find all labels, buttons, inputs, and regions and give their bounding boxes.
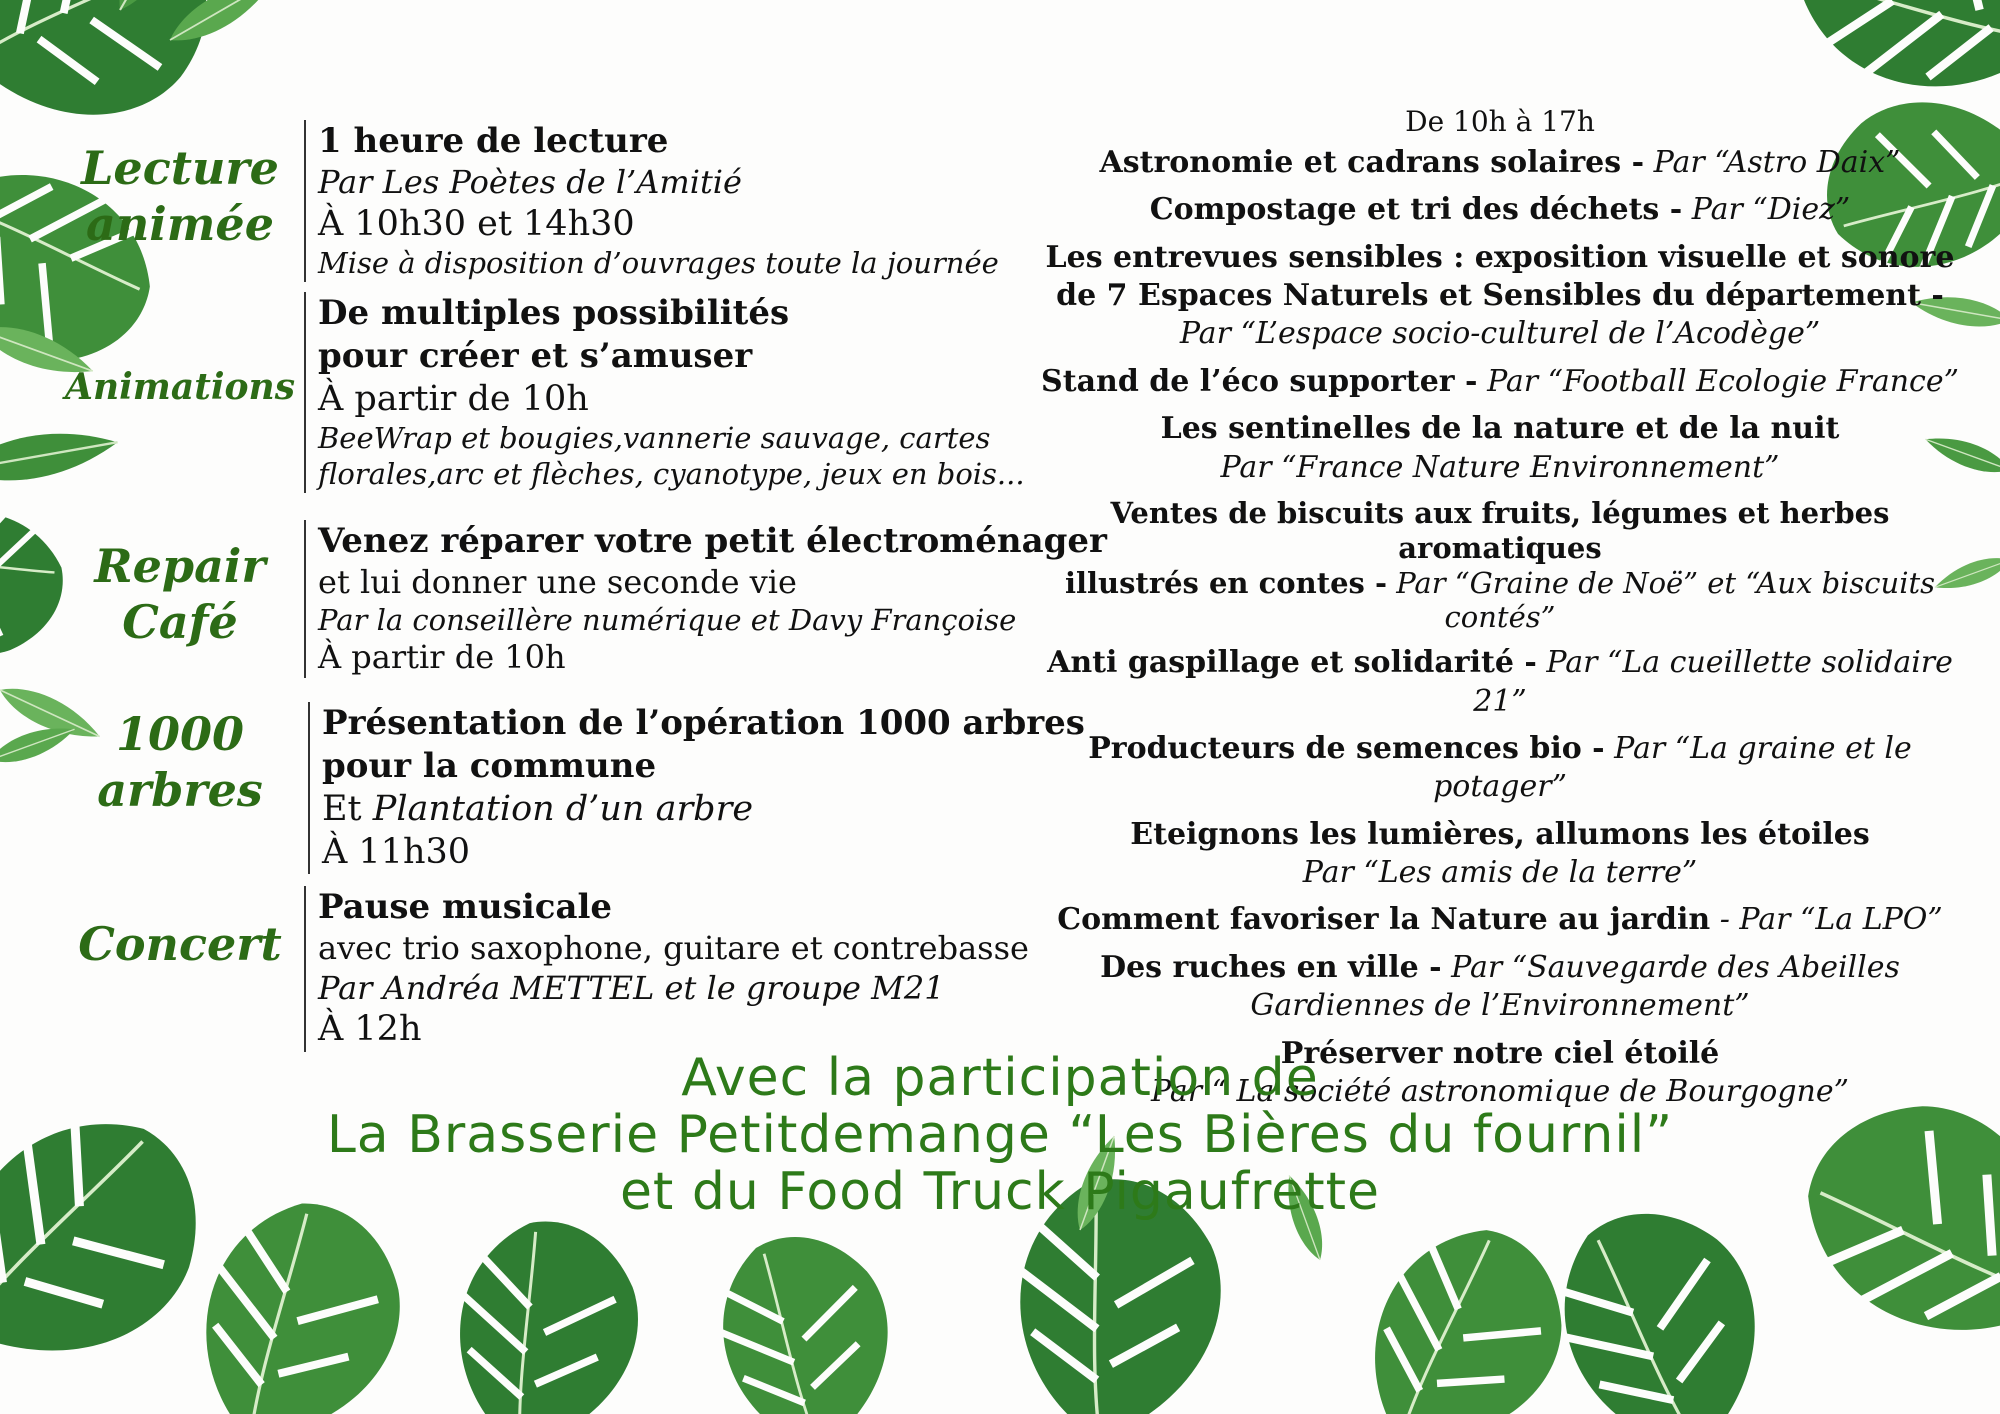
- stand-item: Les entrevues sensibles : exposition visuelle et sonore de 7 Espaces Naturels et Sensibles du département - Par “L’espace socio-culturel de l’Acodège”: [1045, 239, 1955, 352]
- stand-item: Ventes de biscuits aux fruits, légumes et herbes aromatiques illustrés en contes - Par “Graine de Noë” et “Aux biscuits contés”: [1064, 495, 1936, 635]
- section-1000-arbres: [308, 702, 1085, 874]
- stand-item: Préserver notre ciel étoilé Par “ La société astronomique de Bourgogne”: [1151, 1035, 1849, 1110]
- section-when: À partir de 10h: [318, 378, 589, 419]
- section-note-2: florales,arc et flèches, cyanotype, jeux en bois...: [318, 457, 1025, 491]
- stand-item: Astronomie et cadrans solaires - Par “Astro Daix”: [1099, 144, 1901, 180]
- stands-hours: De 10h à 17h: [1405, 105, 1595, 138]
- category-1000-arbres: 1000 arbres: [97, 707, 263, 818]
- section-title: Pause musicale: [318, 887, 613, 927]
- stand-item: Producteurs de semences bio - Par “La graine et le potager”: [1088, 730, 1912, 805]
- section-title: De multiples possibilités: [318, 293, 790, 333]
- stand-item: Eteignons les lumières, allumons les étoiles Par “Les amis de la terre”: [1130, 816, 1870, 891]
- section-subtitle: Et Plantation d’un arbre: [322, 788, 754, 829]
- section-when: À partir de 10h: [318, 638, 566, 677]
- section-subtitle: avec trio saxophone, guitare et contrebasse: [318, 928, 1029, 967]
- section-title: Présentation de l’opération 1000 arbres: [322, 703, 1085, 743]
- category-lecture-animee: Lecture animée: [81, 141, 279, 252]
- section-lecture: [304, 120, 1058, 282]
- stand-item: Les sentinelles de la nature et de la nuit Par “France Nature Environnement”: [1160, 411, 1840, 485]
- section-when: À 12h: [318, 1009, 422, 1050]
- participation-footer: Avec la participation de La Brasserie Petitdemange “Les Bières du fournil” et du Food Truck Pigaufrette: [326, 1048, 1674, 1223]
- stands-list: [1040, 104, 1960, 1120]
- category-repair-cafe: Repair Café: [94, 539, 266, 650]
- category-animations: Animations: [65, 366, 295, 408]
- section-title-2: pour la commune: [322, 745, 657, 786]
- section-when: À 11h30: [322, 832, 471, 873]
- section-animations: [304, 292, 1058, 493]
- section-note: BeeWrap et bougies,vannerie sauvage, cartes: [318, 421, 991, 456]
- section-subtitle: et lui donner une seconde vie: [318, 562, 797, 601]
- section-note: Mise à disposition d’ouvrages toute la journée: [318, 245, 999, 280]
- section-title: Venez réparer votre petit électroménager: [318, 521, 1107, 561]
- section-by: Par la conseillère numérique et Davy Françoise: [318, 602, 1017, 637]
- stand-item: Comment favoriser la Nature au jardin - Par “La LPO”: [1057, 902, 1943, 938]
- section-title-2: pour créer et s’amuser: [318, 335, 753, 376]
- section-by: Par Les Poètes de l’Amitié: [318, 162, 742, 201]
- stand-item: Compostage et tri des déchets - Par “Diez”: [1149, 192, 1851, 228]
- section-title: 1 heure de lecture: [318, 121, 669, 161]
- stand-item: Des ruches en ville - Par “Sauvegarde des Abeilles Gardiennes de l’Environnement”: [1100, 949, 1900, 1024]
- section-concert: [304, 886, 1058, 1052]
- category-concert: Concert: [78, 917, 282, 971]
- section-repair-cafe: [304, 520, 1107, 678]
- section-by: Par Andréa METTEL et le groupe M21: [318, 968, 945, 1007]
- section-when: À 10h30 et 14h30: [318, 203, 635, 244]
- stand-item: Stand de l’éco supporter - Par “Football Ecologie France”: [1041, 363, 1959, 399]
- stand-item: Anti gaspillage et solidarité - Par “La cueillette solidaire 21”: [1047, 645, 1953, 719]
